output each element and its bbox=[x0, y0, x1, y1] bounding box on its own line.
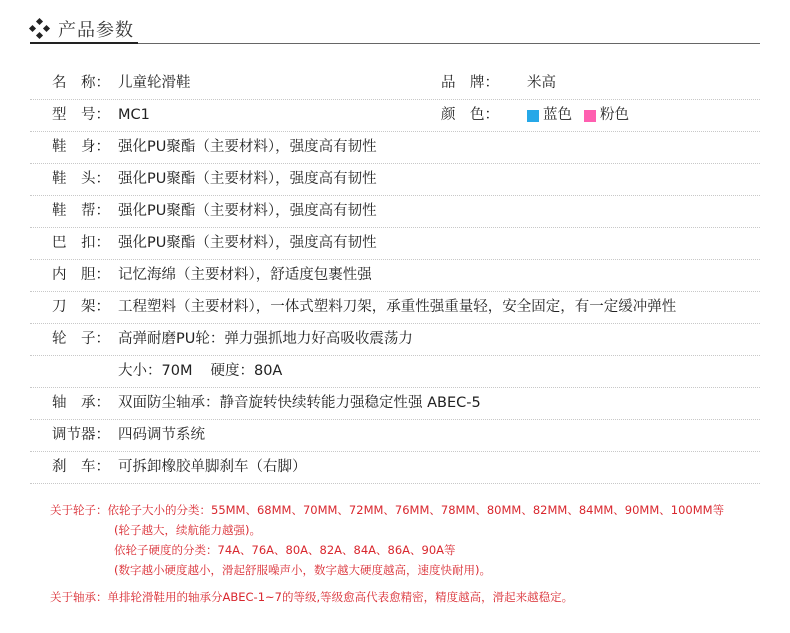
spec-row bbox=[30, 452, 760, 484]
spec-row bbox=[30, 260, 760, 292]
header-divider bbox=[30, 43, 760, 44]
wheel-size: 大小：70M bbox=[118, 363, 193, 379]
color-swatch bbox=[584, 110, 596, 122]
spec-label: 轴 承： bbox=[52, 395, 110, 411]
spec-label: 颜 色： bbox=[441, 107, 499, 123]
spec-value: 强化PU聚酯（主要材料），强度高有韧性 bbox=[118, 139, 377, 155]
section-header bbox=[30, 14, 134, 44]
spec-value: 工程塑料（主要材料），一体式塑料刀架，承重性强重量轻，安全固定，有一定缓冲弹性 bbox=[118, 299, 677, 315]
spec-value bbox=[527, 100, 641, 131]
spec-label: 品 牌： bbox=[441, 75, 499, 91]
wheel-hardness: 硬度：80A bbox=[210, 363, 283, 379]
bearing-notes-prefix: 关于轴承： bbox=[50, 590, 108, 604]
spec-row bbox=[30, 388, 760, 420]
wheel-hardness-note: (数字越小硬度越小，滑起舒服噪声小，数字越大硬度越高，速度快耐用)。 bbox=[114, 563, 491, 577]
spec-value: 强化PU聚酯（主要材料），强度高有韧性 bbox=[118, 203, 377, 219]
spec-row bbox=[30, 356, 760, 388]
spec-row bbox=[30, 164, 760, 196]
color-name: 粉色 bbox=[600, 107, 629, 123]
spec-value: 记忆海绵（主要材料），舒适度包裹性强 bbox=[118, 267, 372, 283]
spec-row bbox=[30, 324, 760, 356]
bearing-note: 单排轮滑鞋用的轴承分ABEC-1~7的等级,等级愈高代表愈精密，精度越高，滑起来越稳定。 bbox=[107, 590, 574, 604]
spec-label: 鞋 身： bbox=[52, 139, 110, 155]
color-name: 蓝色 bbox=[543, 107, 572, 123]
section-title: 产品参数 bbox=[58, 20, 134, 41]
spec-label: 调节器： bbox=[52, 427, 110, 443]
spec-label: 型 号： bbox=[52, 107, 110, 123]
spec-value: MC1 bbox=[118, 107, 150, 123]
diamond-cluster-icon bbox=[30, 19, 50, 39]
spec-value: 强化PU聚酯（主要材料），强度高有韧性 bbox=[118, 171, 377, 187]
spec-label: 鞋 头： bbox=[52, 171, 110, 187]
spec-row bbox=[30, 292, 760, 324]
spec-label: 名 称： bbox=[52, 75, 110, 91]
wheel-size-classification: 依轮子大小的分类：55MM、68MM、70MM、72MM、76MM、78MM、80MM、82MM、84MM、90MM、100MM等 bbox=[107, 503, 725, 517]
spec-label: 刹 车： bbox=[52, 459, 110, 475]
spec-label: 内 胆： bbox=[52, 267, 110, 283]
wheel-size-note: (轮子越大，续航能力越强)。 bbox=[114, 523, 261, 537]
spec-value: 儿童轮滑鞋 bbox=[118, 75, 191, 91]
bearing-notes bbox=[50, 587, 760, 607]
wheel-notes bbox=[50, 500, 760, 580]
spec-row bbox=[30, 420, 760, 452]
spec-row bbox=[30, 196, 760, 228]
spec-label: 巴 扣： bbox=[52, 235, 110, 251]
spec-value: 双面防尘轴承：静音旋转快续转能力强稳定性强 ABEC-5 bbox=[118, 395, 481, 411]
spec-row bbox=[30, 100, 760, 132]
wheel-hardness-classification: 依轮子硬度的分类：74A、76A、80A、82A、84A、86A、90A等 bbox=[114, 543, 456, 557]
spec-label: 轮 子： bbox=[52, 331, 110, 347]
color-swatch bbox=[527, 110, 539, 122]
spec-value bbox=[118, 356, 282, 387]
spec-value: 高弹耐磨PU轮：弹力强抓地力好高吸收震荡力 bbox=[118, 331, 413, 347]
spec-value: 四码调节系统 bbox=[118, 427, 205, 443]
spec-value: 强化PU聚酯（主要材料），强度高有韧性 bbox=[118, 235, 377, 251]
spec-value: 可拆卸橡胶单脚刹车（右脚） bbox=[118, 459, 307, 475]
spec-label: 鞋 帮： bbox=[52, 203, 110, 219]
wheel-notes-prefix: 关于轮子： bbox=[50, 503, 108, 517]
spec-label: 刀 架： bbox=[52, 299, 110, 315]
spec-row bbox=[30, 68, 760, 100]
spec-row bbox=[30, 132, 760, 164]
spec-row bbox=[30, 228, 760, 260]
spec-value: 米高 bbox=[527, 75, 556, 91]
